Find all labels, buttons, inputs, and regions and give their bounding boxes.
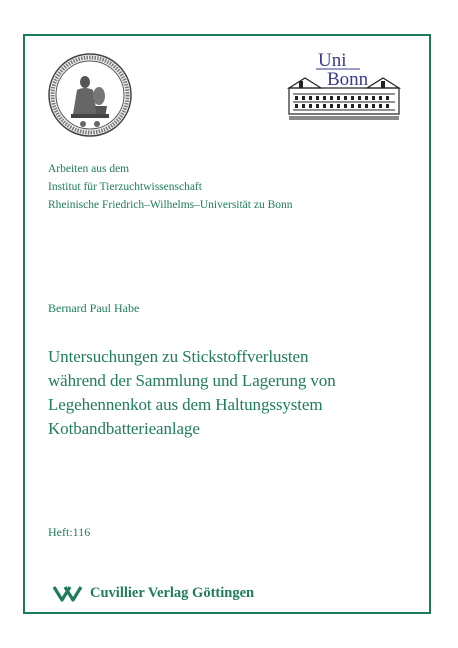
book-title	[48, 345, 336, 441]
title-line: Legehennenkot aus dem Haltungssystem	[48, 395, 323, 414]
title-line: während der Sammlung und Lagerung von	[48, 371, 336, 390]
svg-text:Bonn: Bonn	[327, 69, 369, 90]
faculty-seal-icon	[47, 52, 133, 138]
title-line: Kotbandbatterieanlage	[48, 419, 200, 438]
institution-line-2: Institut für Tierzuchtwissenschaft	[48, 181, 202, 193]
title-line: Untersuchungen zu Stickstoffverlusten	[48, 347, 309, 366]
uni-bonn-logo	[285, 50, 403, 124]
author-name: Bernard Paul Habe	[48, 301, 140, 315]
institution-line-1: Arbeiten aus dem	[48, 163, 130, 175]
series-number: Heft:116	[48, 525, 91, 539]
institution-block	[48, 160, 293, 214]
svg-text:Uni: Uni	[318, 50, 347, 71]
cuvillier-logo-icon	[52, 584, 84, 602]
publisher-block	[52, 584, 254, 602]
publisher-name: Cuvillier Verlag Göttingen	[90, 584, 255, 601]
institution-line-3: Rheinische Friedrich–Wilhelms–Universität zu Bonn	[48, 199, 293, 211]
